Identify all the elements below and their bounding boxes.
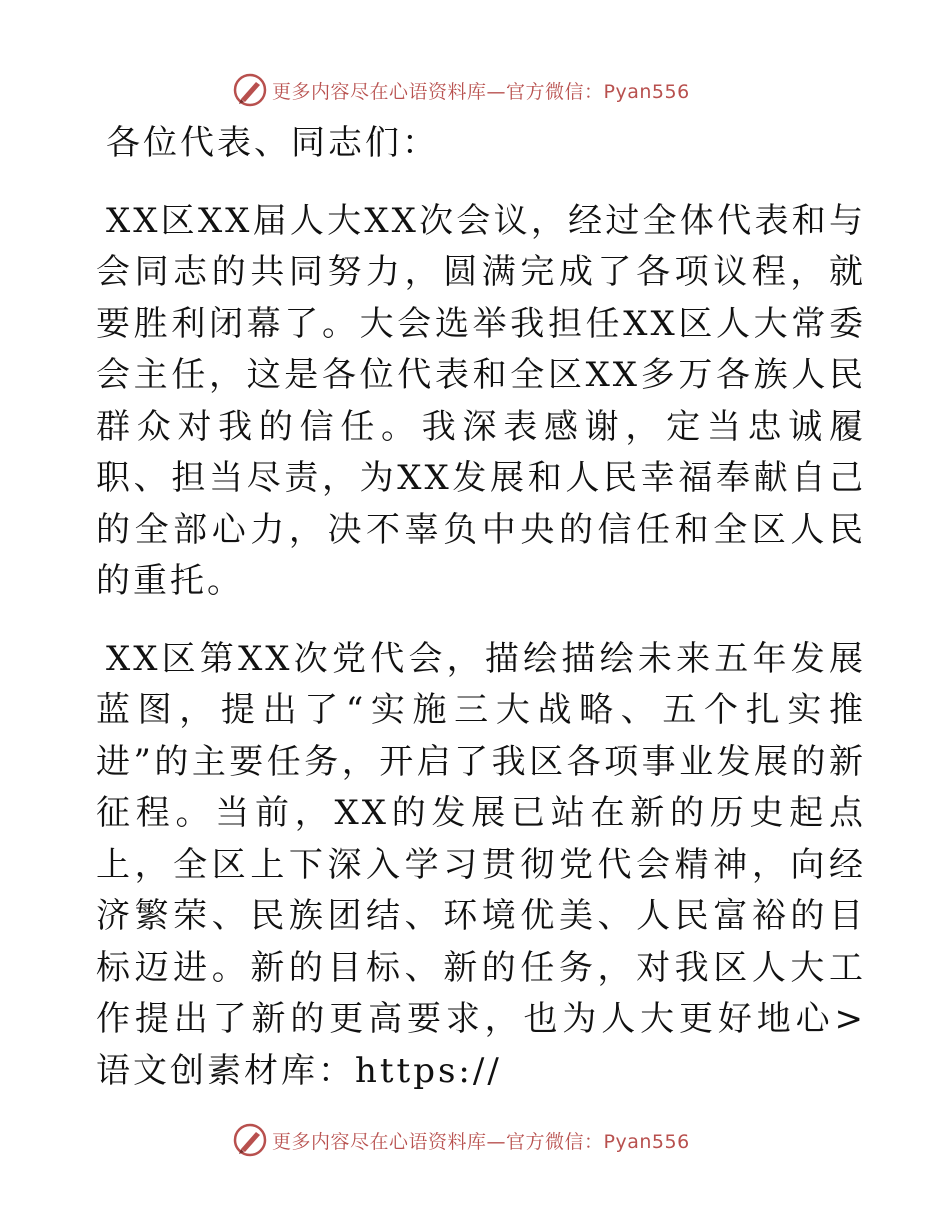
pen-logo-icon bbox=[232, 72, 268, 108]
pen-logo-icon bbox=[232, 1122, 268, 1158]
watermark-banner-bottom bbox=[232, 1120, 690, 1160]
paragraph: XX区XX届人大XX次会议，经过全体代表和与会同志的共同努力，圆满完成了各项议程，就要胜利闭幕了。大会选举我担任XX区人大常委会主任，这是各位代表和全区XX多万各族人民群众对我的信任。我深表感谢，定当忠诚履职、担当尽责，为XX发展和人民幸福奉献自己的全部心力，决不辜负中央的信任和全区人民的重托。 bbox=[96, 200, 866, 601]
watermark-text: 更多内容尽在心语资料库—官方微信：Pyan556 bbox=[272, 1130, 690, 1153]
document-body bbox=[96, 118, 866, 1097]
paragraph: XX区第XX次党代会，描绘描绘未来五年发展蓝图，提出了“实施三大战略、五个扎实推进”的主要任务，开启了我区各项事业发展的新征程。当前，XX的发展已站在新的历史起点上，全区上下深入学习贯彻党代会精神，向经济繁荣、民族团结、环境优美、人民富裕的目标迈进。新的目标、新的任务，对我区人大工作提出了新的更高要求，也为人大更好地心>语文创素材库：https:// bbox=[96, 638, 866, 1091]
watermark-text: 更多内容尽在心语资料库—官方微信：Pyan556 bbox=[272, 80, 690, 103]
watermark-banner-top bbox=[232, 70, 690, 110]
salutation: 各位代表、同志们： bbox=[106, 123, 439, 163]
